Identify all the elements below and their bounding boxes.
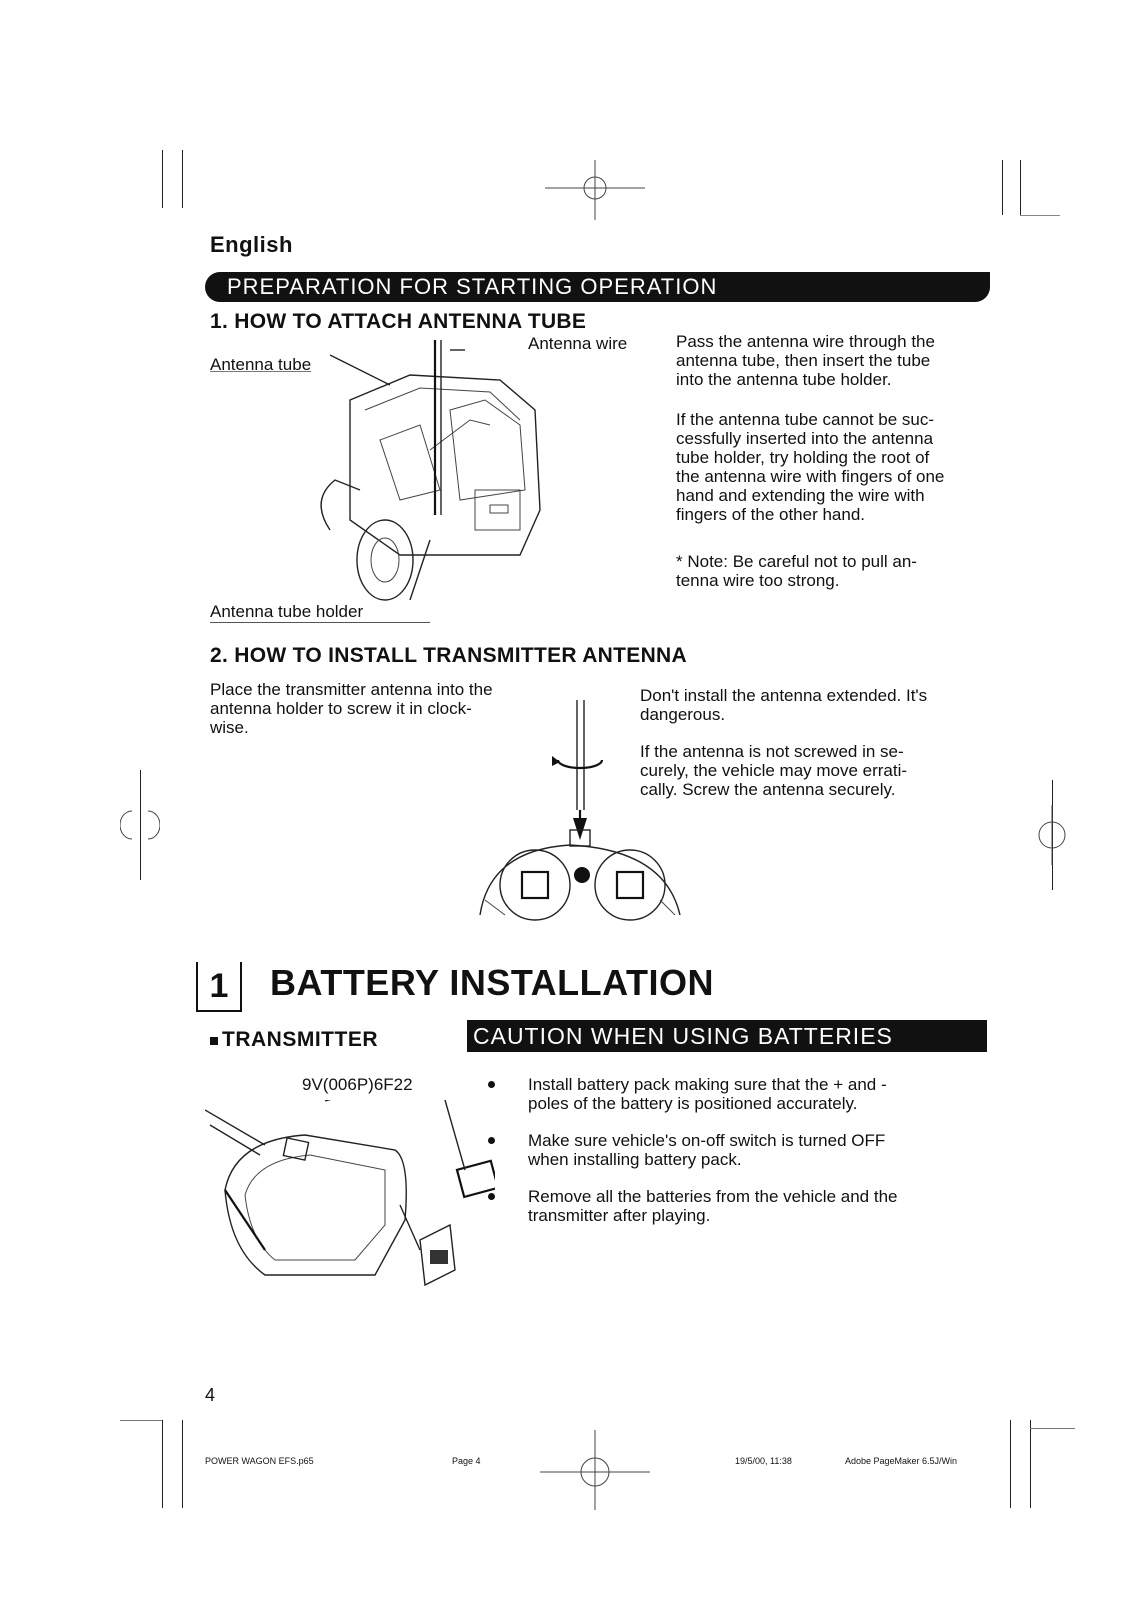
label-antenna-tube: Antenna tube <box>210 355 312 374</box>
registration-mark-right <box>1032 805 1072 865</box>
registration-mark-bottom <box>540 1430 650 1510</box>
crop-mark <box>1020 215 1060 216</box>
crop-mark <box>1002 160 1003 215</box>
label-antenna-wire: Antenna wire <box>528 334 628 353</box>
section2-right-text2: If the antenna is not screwed in se- curely, the vehicle may move errati- cally. Screw the antenna securely. <box>640 742 908 799</box>
section1-para2: If the antenna tube cannot be suc- cessfully inserted into the antenna tube holder, try holding the root of the antenna wire with fingers of one hand and extending the wire with fingers of the other hand. <box>676 410 945 524</box>
battery-label: 9V(006P)6F22 <box>302 1075 413 1094</box>
page-number: 4 <box>205 1385 216 1405</box>
bullet-dot <box>488 1193 495 1200</box>
registration-mark-left <box>120 795 160 855</box>
battery-illustration <box>205 1100 495 1300</box>
crop-mark <box>162 150 163 208</box>
caution-banner-text: CAUTION WHEN USING BATTERIES <box>473 1022 893 1049</box>
battery-number-box <box>196 962 242 1012</box>
crop-mark <box>1030 1420 1031 1508</box>
crop-mark <box>182 1420 183 1508</box>
section-banner <box>205 272 990 302</box>
bullet-2: Make sure vehicle's on-off switch is turned OFF when installing battery pack. <box>528 1131 886 1169</box>
section2-left-text: Place the transmitter antenna into the antenna holder to screw it in clock- wise. <box>210 680 493 737</box>
section1-para1: Pass the antenna wire through the antenna tube, then insert the tube into the antenna tube holder. <box>676 332 935 389</box>
leader-line <box>210 622 430 623</box>
bullet-dot <box>488 1137 495 1144</box>
footer-app: Adobe PageMaker 6.5J/Win <box>845 1456 958 1466</box>
label-antenna-tube-holder: Antenna tube holder <box>210 602 364 621</box>
bullet-3: Remove all the batteries from the vehicle and the transmitter after playing. <box>528 1187 898 1225</box>
crop-mark <box>120 1420 162 1421</box>
section2-right-text1: Don't install the antenna extended. It's dangerous. <box>640 686 928 724</box>
car-illustration <box>290 340 630 620</box>
crop-mark <box>162 1420 163 1508</box>
footer-file: POWER WAGON EFS.p65 <box>205 1456 314 1466</box>
subtitle-bullet <box>210 1037 218 1045</box>
registration-mark-top <box>545 160 645 220</box>
battery-title: BATTERY INSTALLATION <box>270 962 714 1003</box>
crop-mark <box>1020 160 1021 215</box>
section1-title: 1. HOW TO ATTACH ANTENNA TUBE <box>210 310 587 333</box>
section2-title: 2. HOW TO INSTALL TRANSMITTER ANTENNA <box>210 644 687 667</box>
battery-number: 1 <box>209 966 229 1005</box>
crop-mark <box>182 150 183 208</box>
battery-subtitle: TRANSMITTER <box>222 1028 378 1051</box>
footer-date: 19/5/00, 11:38 <box>735 1456 792 1466</box>
footer-page: Page 4 <box>452 1456 481 1466</box>
crop-mark <box>1010 1420 1011 1508</box>
caution-banner <box>467 1020 987 1052</box>
bullet-1: Install battery pack making sure that the + and - poles of the battery is positioned accurately. <box>528 1075 887 1113</box>
section1-note: * Note: Be careful not to pull an- tenna wire too strong. <box>676 552 917 590</box>
crop-mark <box>1030 1428 1075 1429</box>
transmitter-antenna-illustration <box>460 700 710 950</box>
bullet-dot <box>488 1081 495 1088</box>
section-banner-text: PREPARATION FOR STARTING OPERATION <box>227 274 718 299</box>
language-label: English <box>210 232 293 257</box>
